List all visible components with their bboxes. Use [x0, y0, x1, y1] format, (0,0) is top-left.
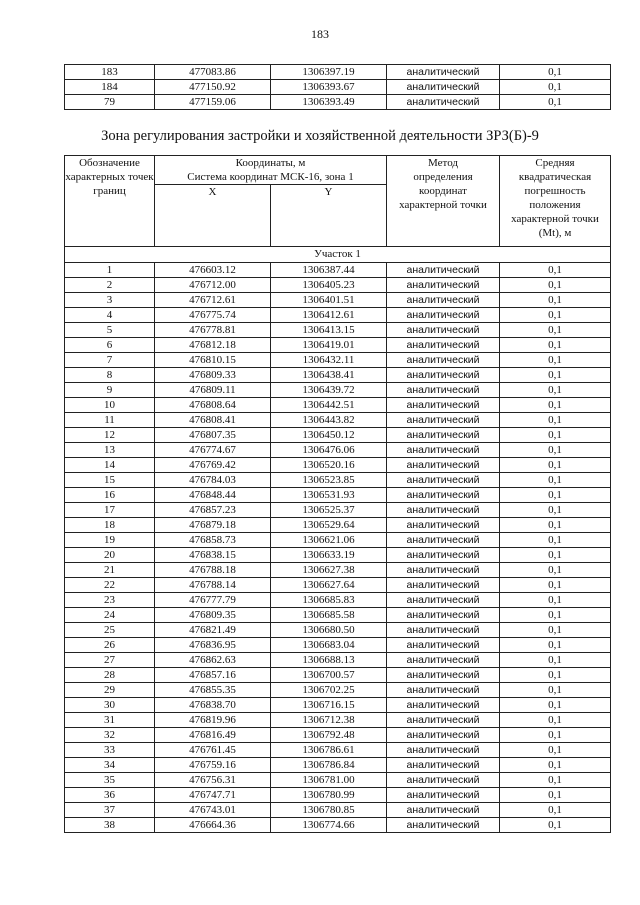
point-number: 35: [65, 773, 155, 788]
error-cell: 0,1: [500, 503, 611, 518]
point-number: 11: [65, 413, 155, 428]
table-row: [65, 728, 611, 743]
table-row: [65, 278, 611, 293]
point-number: 12: [65, 428, 155, 443]
method-cell: аналитический: [387, 698, 500, 713]
method-cell: аналитический: [387, 368, 500, 383]
table-row: [65, 353, 611, 368]
error-cell: 0,1: [500, 65, 611, 80]
point-number: 9: [65, 383, 155, 398]
point-number: 183: [65, 65, 155, 80]
header-coords: [155, 156, 387, 185]
table-row: [65, 383, 611, 398]
method-cell: аналитический: [387, 278, 500, 293]
point-number: 7: [65, 353, 155, 368]
point-number: 31: [65, 713, 155, 728]
coord-y: 1306520.16: [271, 458, 387, 473]
method-cell: аналитический: [387, 293, 500, 308]
coord-y: 1306523.85: [271, 473, 387, 488]
method-cell: аналитический: [387, 398, 500, 413]
table-row: [65, 623, 611, 638]
coord-y: 1306780.85: [271, 803, 387, 818]
table-row: [65, 413, 611, 428]
table-row: [65, 818, 611, 833]
point-number: 17: [65, 503, 155, 518]
coord-x: 476809.35: [155, 608, 271, 623]
table-row: [65, 95, 611, 110]
error-cell: 0,1: [500, 548, 611, 563]
error-cell: 0,1: [500, 80, 611, 95]
coord-x: 476603.12: [155, 263, 271, 278]
point-number: 14: [65, 458, 155, 473]
error-cell: 0,1: [500, 743, 611, 758]
method-cell: аналитический: [387, 458, 500, 473]
table-row: [65, 263, 611, 278]
method-cell: аналитический: [387, 503, 500, 518]
error-cell: 0,1: [500, 608, 611, 623]
coord-y: 1306781.00: [271, 773, 387, 788]
table-row: [65, 533, 611, 548]
error-cell: 0,1: [500, 398, 611, 413]
error-cell: 0,1: [500, 818, 611, 833]
coord-y: 1306780.99: [271, 788, 387, 803]
table-row: [65, 503, 611, 518]
coord-x: 477150.92: [155, 80, 271, 95]
point-number: 32: [65, 728, 155, 743]
method-cell: аналитический: [387, 803, 500, 818]
error-cell: 0,1: [500, 728, 611, 743]
method-cell: аналитический: [387, 608, 500, 623]
coord-y: 1306397.19: [271, 65, 387, 80]
point-number: 15: [65, 473, 155, 488]
table-row: [65, 308, 611, 323]
coord-y: 1306393.67: [271, 80, 387, 95]
coord-y: 1306621.06: [271, 533, 387, 548]
coord-y: 1306413.15: [271, 323, 387, 338]
error-cell: 0,1: [500, 668, 611, 683]
table-row: [65, 548, 611, 563]
coord-x: 476857.16: [155, 668, 271, 683]
coord-y: 1306700.57: [271, 668, 387, 683]
coord-y: 1306702.25: [271, 683, 387, 698]
coord-x: 476855.35: [155, 683, 271, 698]
coord-x: 477083.86: [155, 65, 271, 80]
method-cell: аналитический: [387, 473, 500, 488]
point-number: 30: [65, 698, 155, 713]
coord-x: 476816.49: [155, 728, 271, 743]
method-cell: аналитический: [387, 548, 500, 563]
table-row: [65, 758, 611, 773]
coord-x: 476836.95: [155, 638, 271, 653]
table-row: [65, 788, 611, 803]
coord-y: 1306774.66: [271, 818, 387, 833]
coord-x: 476712.00: [155, 278, 271, 293]
table-row: [65, 458, 611, 473]
table-row: [65, 593, 611, 608]
header-x: X: [155, 185, 271, 247]
coord-x: 476862.63: [155, 653, 271, 668]
coord-x: 476848.44: [155, 488, 271, 503]
coord-y: 1306712.38: [271, 713, 387, 728]
coord-y: 1306412.61: [271, 308, 387, 323]
coord-x: 476775.74: [155, 308, 271, 323]
coord-y: 1306680.50: [271, 623, 387, 638]
point-number: 21: [65, 563, 155, 578]
coord-x: 476664.36: [155, 818, 271, 833]
point-number: 33: [65, 743, 155, 758]
table-row: [65, 683, 611, 698]
point-number: 5: [65, 323, 155, 338]
method-cell: аналитический: [387, 353, 500, 368]
coord-x: 476756.31: [155, 773, 271, 788]
method-cell: аналитический: [387, 488, 500, 503]
table-row: [65, 80, 611, 95]
coord-y: 1306688.13: [271, 653, 387, 668]
method-cell: аналитический: [387, 95, 500, 110]
method-cell: аналитический: [387, 80, 500, 95]
method-cell: аналитический: [387, 653, 500, 668]
error-cell: 0,1: [500, 488, 611, 503]
error-cell: 0,1: [500, 383, 611, 398]
method-cell: аналитический: [387, 818, 500, 833]
point-number: 38: [65, 818, 155, 833]
table-row: [65, 443, 611, 458]
point-number: 22: [65, 578, 155, 593]
point-number: 27: [65, 653, 155, 668]
error-cell: 0,1: [500, 293, 611, 308]
error-cell: 0,1: [500, 773, 611, 788]
coord-x: 476712.61: [155, 293, 271, 308]
coord-y: 1306786.84: [271, 758, 387, 773]
point-number: 25: [65, 623, 155, 638]
coord-x: 476838.70: [155, 698, 271, 713]
point-number: 13: [65, 443, 155, 458]
table-row: [65, 563, 611, 578]
point-number: 20: [65, 548, 155, 563]
table-row: [65, 773, 611, 788]
coord-y: 1306531.93: [271, 488, 387, 503]
error-cell: 0,1: [500, 518, 611, 533]
point-number: 10: [65, 398, 155, 413]
method-cell: аналитический: [387, 323, 500, 338]
method-cell: аналитический: [387, 428, 500, 443]
header-coord-system: Система координат МСК-16, зона 1: [187, 171, 354, 183]
error-cell: 0,1: [500, 803, 611, 818]
point-number: 36: [65, 788, 155, 803]
coord-x: 476812.18: [155, 338, 271, 353]
coord-x: 476809.11: [155, 383, 271, 398]
method-cell: аналитический: [387, 788, 500, 803]
table-row: [65, 698, 611, 713]
table-row: [65, 743, 611, 758]
header-error: Средняя квадратическая погрешность положения характерной точки (Mt), м: [500, 156, 611, 247]
table-row: [65, 398, 611, 413]
coord-y: 1306432.11: [271, 353, 387, 368]
method-cell: аналитический: [387, 593, 500, 608]
coord-y: 1306450.12: [271, 428, 387, 443]
table-row: [65, 803, 611, 818]
error-cell: 0,1: [500, 263, 611, 278]
method-cell: аналитический: [387, 668, 500, 683]
error-cell: 0,1: [500, 278, 611, 293]
coord-y: 1306627.64: [271, 578, 387, 593]
point-number: 2: [65, 278, 155, 293]
error-cell: 0,1: [500, 653, 611, 668]
point-number: 37: [65, 803, 155, 818]
point-number: 1: [65, 263, 155, 278]
method-cell: аналитический: [387, 713, 500, 728]
coord-y: 1306786.61: [271, 743, 387, 758]
point-number: 4: [65, 308, 155, 323]
error-cell: 0,1: [500, 623, 611, 638]
coord-x: 476778.81: [155, 323, 271, 338]
method-cell: аналитический: [387, 263, 500, 278]
error-cell: 0,1: [500, 563, 611, 578]
method-cell: аналитический: [387, 518, 500, 533]
method-cell: аналитический: [387, 773, 500, 788]
coord-x: 476808.41: [155, 413, 271, 428]
header-y: Y: [271, 185, 387, 247]
continued-coordinates-table: [64, 64, 611, 110]
error-cell: 0,1: [500, 578, 611, 593]
coord-x: 476788.18: [155, 563, 271, 578]
coord-y: 1306438.41: [271, 368, 387, 383]
coord-x: 476807.35: [155, 428, 271, 443]
coord-y: 1306439.72: [271, 383, 387, 398]
coord-x: 476819.96: [155, 713, 271, 728]
error-cell: 0,1: [500, 308, 611, 323]
coord-x: 476743.01: [155, 803, 271, 818]
table-row: [65, 428, 611, 443]
coord-y: 1306401.51: [271, 293, 387, 308]
header-point-label: Обозначение характерных точек границ: [65, 156, 155, 247]
table-row: [65, 293, 611, 308]
error-cell: 0,1: [500, 788, 611, 803]
coord-x: 476769.42: [155, 458, 271, 473]
error-cell: 0,1: [500, 638, 611, 653]
header-coords-title: Координаты, м: [235, 157, 306, 169]
error-cell: 0,1: [500, 413, 611, 428]
coord-y: 1306716.15: [271, 698, 387, 713]
coord-y: 1306683.04: [271, 638, 387, 653]
table-row: [65, 488, 611, 503]
coord-x: 476857.23: [155, 503, 271, 518]
header-method: Метод определения координат характерной точки: [387, 156, 500, 247]
page-number: 183: [311, 27, 329, 41]
coordinates-table: [64, 155, 611, 833]
coord-x: 476808.64: [155, 398, 271, 413]
point-number: 23: [65, 593, 155, 608]
point-number: 16: [65, 488, 155, 503]
coord-x: 476838.15: [155, 548, 271, 563]
coord-x: 476879.18: [155, 518, 271, 533]
point-number: 184: [65, 80, 155, 95]
table-row: [65, 578, 611, 593]
error-cell: 0,1: [500, 95, 611, 110]
coord-x: 476788.14: [155, 578, 271, 593]
coord-y: 1306529.64: [271, 518, 387, 533]
coord-x: 476810.15: [155, 353, 271, 368]
point-number: 79: [65, 95, 155, 110]
table-row: [65, 338, 611, 353]
table-row: [65, 653, 611, 668]
method-cell: аналитический: [387, 383, 500, 398]
error-cell: 0,1: [500, 443, 611, 458]
coord-y: 1306525.37: [271, 503, 387, 518]
coord-y: 1306419.01: [271, 338, 387, 353]
error-cell: 0,1: [500, 713, 611, 728]
table-row: [65, 65, 611, 80]
method-cell: аналитический: [387, 65, 500, 80]
method-cell: аналитический: [387, 413, 500, 428]
point-number: 28: [65, 668, 155, 683]
point-number: 6: [65, 338, 155, 353]
method-cell: аналитический: [387, 443, 500, 458]
point-number: 18: [65, 518, 155, 533]
coord-y: 1306627.38: [271, 563, 387, 578]
coord-y: 1306476.06: [271, 443, 387, 458]
table-row: [65, 518, 611, 533]
table-row: [65, 608, 611, 623]
method-cell: аналитический: [387, 758, 500, 773]
coord-y: 1306405.23: [271, 278, 387, 293]
coord-x: 476759.16: [155, 758, 271, 773]
error-cell: 0,1: [500, 533, 611, 548]
coord-y: 1306443.82: [271, 413, 387, 428]
method-cell: аналитический: [387, 743, 500, 758]
method-cell: аналитический: [387, 623, 500, 638]
coord-y: 1306442.51: [271, 398, 387, 413]
coord-x: 476774.67: [155, 443, 271, 458]
method-cell: аналитический: [387, 578, 500, 593]
coord-x: 476858.73: [155, 533, 271, 548]
coord-x: 476809.33: [155, 368, 271, 383]
point-number: 34: [65, 758, 155, 773]
error-cell: 0,1: [500, 353, 611, 368]
coord-x: 476747.71: [155, 788, 271, 803]
section-label: Участок 1: [65, 247, 611, 263]
method-cell: аналитический: [387, 638, 500, 653]
coord-y: 1306685.58: [271, 608, 387, 623]
coord-y: 1306685.83: [271, 593, 387, 608]
point-number: 3: [65, 293, 155, 308]
error-cell: 0,1: [500, 593, 611, 608]
method-cell: аналитический: [387, 728, 500, 743]
table-row: [65, 368, 611, 383]
method-cell: аналитический: [387, 533, 500, 548]
table-row: [65, 638, 611, 653]
point-number: 8: [65, 368, 155, 383]
error-cell: 0,1: [500, 323, 611, 338]
method-cell: аналитический: [387, 683, 500, 698]
coord-x: 476761.45: [155, 743, 271, 758]
method-cell: аналитический: [387, 308, 500, 323]
coord-y: 1306633.19: [271, 548, 387, 563]
error-cell: 0,1: [500, 458, 611, 473]
error-cell: 0,1: [500, 368, 611, 383]
error-cell: 0,1: [500, 473, 611, 488]
coord-x: 476777.79: [155, 593, 271, 608]
coord-x: 476821.49: [155, 623, 271, 638]
zone-title: Зона регулирования застройки и хозяйственной деятельности ЗРЗ(Б)-9: [101, 128, 539, 144]
point-number: 19: [65, 533, 155, 548]
method-cell: аналитический: [387, 563, 500, 578]
error-cell: 0,1: [500, 428, 611, 443]
point-number: 29: [65, 683, 155, 698]
error-cell: 0,1: [500, 698, 611, 713]
coord-x: 477159.06: [155, 95, 271, 110]
table-row: [65, 713, 611, 728]
method-cell: аналитический: [387, 338, 500, 353]
point-number: 26: [65, 638, 155, 653]
point-number: 24: [65, 608, 155, 623]
table-row: [65, 668, 611, 683]
coord-y: 1306387.44: [271, 263, 387, 278]
error-cell: 0,1: [500, 758, 611, 773]
error-cell: 0,1: [500, 338, 611, 353]
coord-y: 1306393.49: [271, 95, 387, 110]
table-row: [65, 473, 611, 488]
coord-x: 476784.03: [155, 473, 271, 488]
table-row: [65, 323, 611, 338]
coord-y: 1306792.48: [271, 728, 387, 743]
error-cell: 0,1: [500, 683, 611, 698]
